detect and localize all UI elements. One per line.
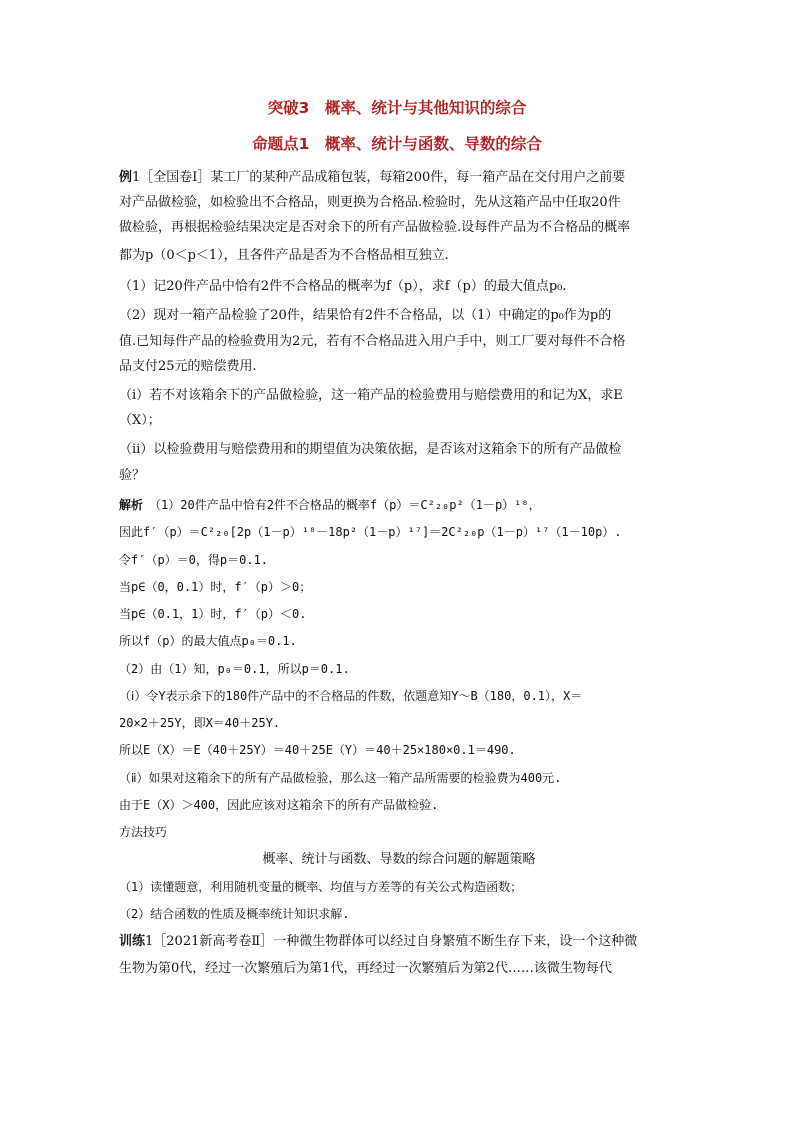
question-ii-line-1: （ⅱ）以检验费用与赔偿费用和的期望值为决策依据，是否该对这箱余下的所有产品做检 xyxy=(119,442,622,457)
solution-line-10: 所以E（X）＝E（40＋25Y）＝40＋25E（Y）＝40＋25×180×0.1＝490. xyxy=(119,743,516,757)
training-line-2: 生物为第0代，经过一次繁殖后为第1代，再经过一次繁殖后为第2代……该微生物每代 xyxy=(119,961,612,976)
example-line-3: 做检验，再根据检验结果决定是否对余下的所有产品做检验.设每件产品为不合格品的概率 xyxy=(119,220,631,235)
question-i-line-2: （X）； xyxy=(119,413,161,428)
example-line-1: 例1［全国卷Ⅰ］某工厂的某种产品成箱包装，每箱200件，每一箱产品在交付用户之前要 xyxy=(119,170,626,185)
question-i-line-1: （ⅰ）若不对该箱余下的产品做检验，这一箱产品的检验费用与赔偿费用的和记为X，求E xyxy=(119,388,623,403)
example-line-2: 对产品做检验，如检验出不合格品，则更换为合格品.检验时，先从这箱产品中任取20件 xyxy=(119,195,621,210)
question-2-line-3: 品支付25元的赔偿费用. xyxy=(119,359,257,374)
solution-line-2: 因此f′（p）＝C²₂₀[2p（1－p）¹⁸－18p²（1－p）¹⁷]＝2C²₂₀p（1－p）¹⁷（1－10p）. xyxy=(119,525,622,539)
section-title: 突破3 概率、统计与其他知识的综合 xyxy=(267,99,527,117)
solution-line-1: 解析 （1）20件产品中恰有2件不合格品的概率f（p）＝C²₂₀p²（1－p）¹⁸， xyxy=(119,498,541,512)
question-1: （1）记20件产品中恰有2件不合格品的概率为f（p），求f（p）的最大值点p₀. xyxy=(119,279,567,294)
solution-line-5: 当p∈（0.1，1）时，f′（p）＜0. xyxy=(119,607,307,621)
solution-line-3: 令f′（p）＝0，得p＝0.1. xyxy=(119,553,269,567)
example-line-4: 都为p（0＜p＜1），且各件产品是否为不合格品相互独立. xyxy=(119,248,449,263)
solution-label: 解析 xyxy=(119,498,144,512)
question-ii-line-2: 验？ xyxy=(119,468,146,483)
solution-line-11: （ⅱ）如果对这箱余下的所有产品做检验，那么这一箱产品所需要的检验费为400元. xyxy=(119,771,562,785)
question-2-line-1: （2）现对一箱产品检验了20件，结果恰有2件不合格品，以（1）中确定的p₀作为p的 xyxy=(119,308,612,323)
solution-line-8: （ⅰ）令Y表示余下的180件产品中的不合格品的件数，依题意知Y～B（180，0.1），X＝ xyxy=(119,689,583,703)
solution-line-12: 由于E（X）＞400，因此应该对这箱余下的所有产品做检验. xyxy=(119,798,439,812)
method-label: 方法技巧 xyxy=(119,825,168,839)
solution-line-9: 20×2＋25Y，即X＝40＋25Y. xyxy=(119,716,281,730)
training-line-1: 训练1［2021新高考卷Ⅱ］一种微生物群体可以经过自身繁殖不断生存下来，设一个这种微 xyxy=(119,934,638,949)
question-2-line-2: 值.已知每件产品的检验费用为2元，若有不合格品进入用户手中，则工厂要对每件不合格 xyxy=(119,334,626,349)
subsection-title: 命题点1 概率、统计与函数、导数的综合 xyxy=(252,135,542,153)
solution-line-7: （2）由（1）知，p₀＝0.1，所以p＝0.1. xyxy=(119,662,350,676)
solution-line-6: 所以f（p）的最大值点p₀＝0.1. xyxy=(119,634,297,648)
method-item-1: （1）读懂题意，利用随机变量的概率、均值与方差等的有关公式构造函数； xyxy=(119,880,523,894)
method-title: 概率、统计与函数、导数的综合问题的解题策略 xyxy=(262,852,536,867)
method-item-2: （2）结合函数的性质及概率统计知识求解. xyxy=(119,907,350,921)
example-label: 例 xyxy=(119,170,133,185)
solution-line-4: 当p∈（0，0.1）时，f′（p）＞0； xyxy=(119,580,312,594)
training-label: 训练 xyxy=(119,934,146,949)
